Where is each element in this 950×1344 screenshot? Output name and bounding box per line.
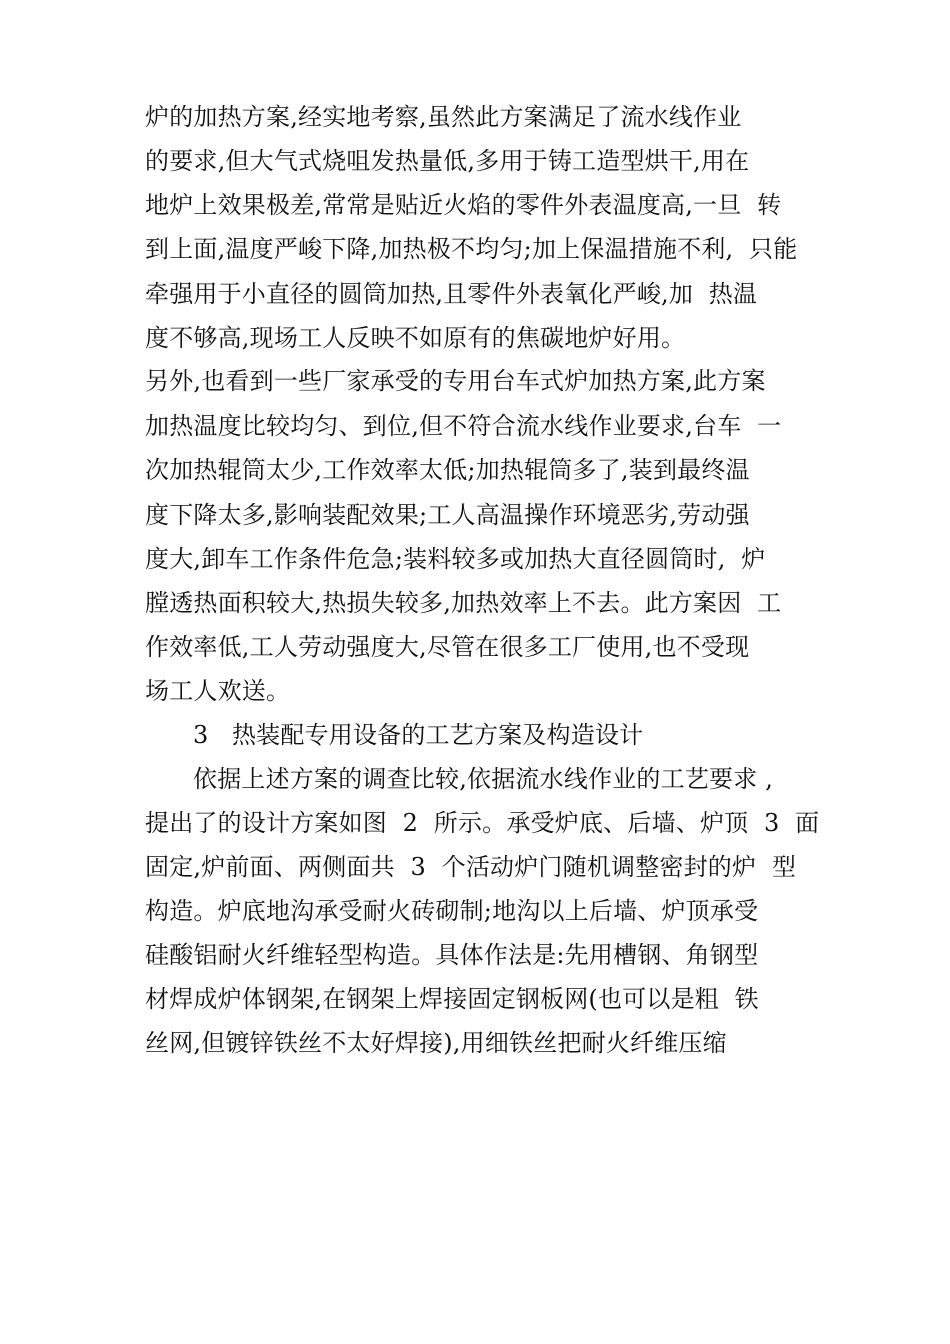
text-line: 地炉上效果极差,常常是贴近火焰的零件外表温度高,一旦 转 bbox=[145, 191, 782, 219]
text-line: 提出了的设计方案如图 2 所示。承受炉底、后墙、炉顶 3 面 bbox=[145, 809, 820, 837]
section-heading: 3 热装配专用设备的工艺方案及构造设计 bbox=[193, 721, 644, 749]
text-line: 材焊成炉体钢架,在钢架上焊接固定钢板网(也可以是粗 铁 bbox=[145, 985, 759, 1013]
text-line: 膛透热面积较大,热损失较多,加热效率上不去。此方案因 工 bbox=[145, 589, 782, 617]
text-line: 作效率低,工人劳动强度大,尽管在很多工厂使用,也不受现 bbox=[145, 633, 750, 661]
text-line: 到上面,温度严峻下降,加热极不均匀;加上保温措施不利, 只能 bbox=[145, 235, 798, 263]
text-line: 加热温度比较均匀、到位,但不符合流水线作业要求,台车 一 bbox=[145, 412, 782, 440]
text-line: 固定,炉前面、两侧面共 3 个活动炉门随机调整密封的炉 型 bbox=[145, 853, 797, 881]
text-line: 硅酸铝耐火纤维轻型构造。具体作法是:先用槽钢、角钢型 bbox=[145, 941, 759, 969]
text-line: 丝网,但镀锌铁丝不太好焊接),用细铁丝把耐火纤维压缩 bbox=[145, 1029, 727, 1057]
text-line: 场工人欢送。 bbox=[145, 677, 291, 705]
text-line: 度不够高,现场工人反映不如原有的焦碳地炉好用。 bbox=[145, 324, 686, 352]
text-line: 构造。炉底地沟承受耐火砖砌制;地沟以上后墙、炉顶承受 bbox=[145, 897, 759, 925]
text-line: 度大,卸车工作条件危急;装料较多或加热大直径圆筒时, 炉 bbox=[145, 545, 766, 573]
paragraph-first-line: 依据上述方案的调查比较,依据流水线作业的工艺要求 , bbox=[193, 765, 774, 793]
text-line: 次加热辊筒太少,工作效率太低;加热辊筒多了,装到最终温 bbox=[145, 456, 750, 484]
text-line: 另外,也看到一些厂家承受的专用台车式炉加热方案,此方案 bbox=[145, 367, 766, 395]
text-line: 的要求,但大气式烧咀发热量低,多用于铸工造型烘干,用在 bbox=[145, 147, 750, 175]
text-line: 牵强用于小直径的圆筒加热,且零件外表氧化严峻,加 热温 bbox=[145, 280, 758, 308]
text-line: 度下降太多,影响装配效果;工人高温操作环境恶劣,劳动强 bbox=[145, 501, 750, 529]
text-line: 炉的加热方案,经实地考察,虽然此方案满足了流水线作业 bbox=[145, 103, 742, 131]
